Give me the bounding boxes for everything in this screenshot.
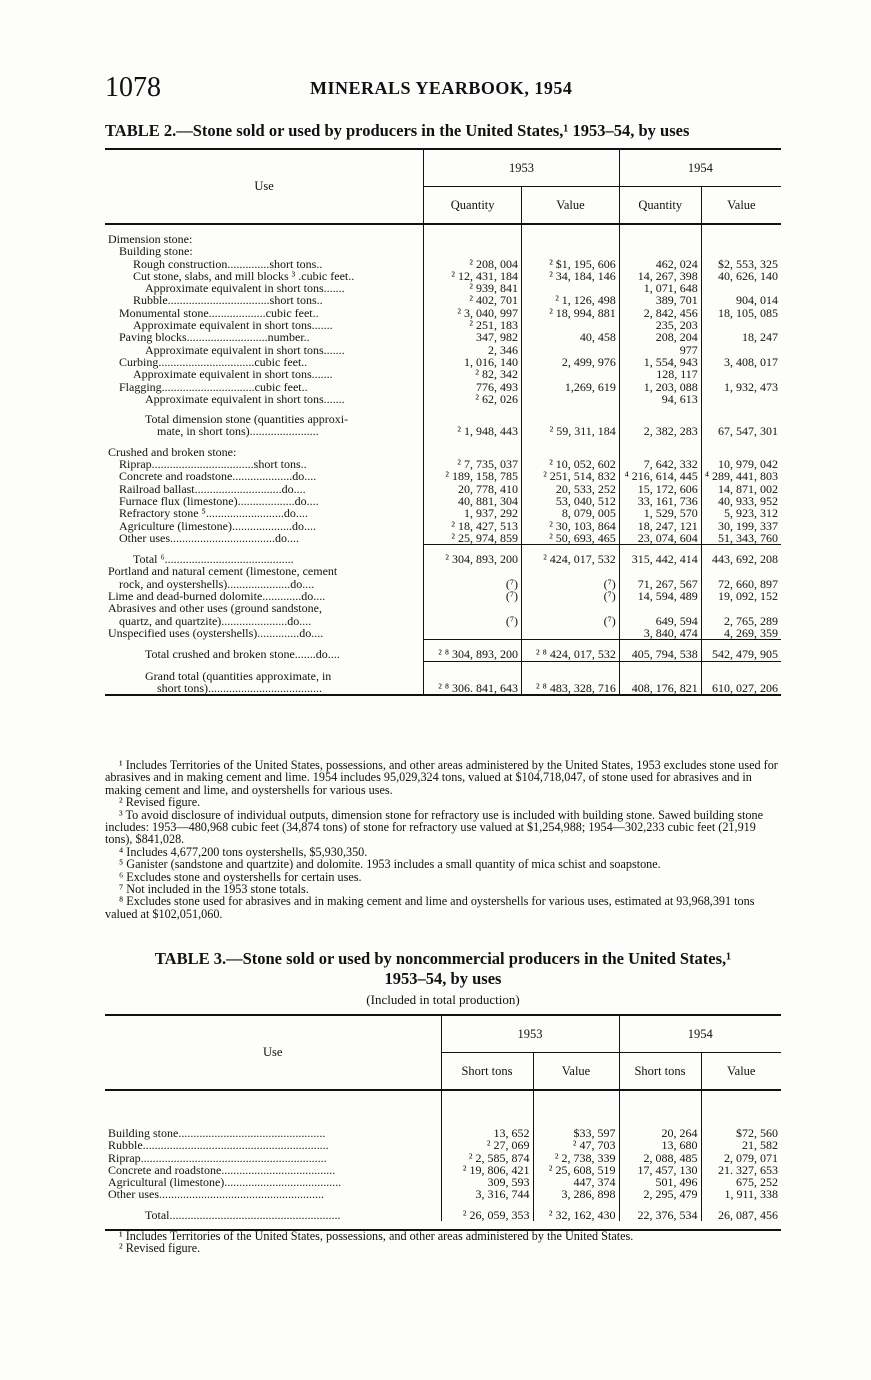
table2-value-1953 [522, 233, 620, 245]
table2-year-1953: 1953 [424, 149, 620, 187]
table2-row-label: Concrete and roadstone....................do.... [119, 469, 317, 484]
table3-title-line1: TABLE 3.—Stone sold or used by noncommercial producers in the United States,¹ [154, 949, 732, 968]
table2-quantity-1954: 14, 594, 489 [619, 590, 701, 602]
table3-value-1954: 675, 252 [701, 1176, 781, 1188]
table2-row-label: Rough construction..............short tons.. [133, 256, 323, 271]
table2-quantity-1953 [424, 233, 522, 245]
table2-value-1954: 40, 933, 952 [701, 495, 781, 507]
table3-value-1954-header: Value [701, 1053, 781, 1091]
table2-quantity-1954: 2, 382, 283 [619, 425, 701, 437]
table2-quantity-1953: ² 304, 893, 200 [424, 553, 522, 565]
table2-row-label: Agriculture (limestone)....................do.... [119, 518, 316, 533]
table3-short-tons-1953-header: Short tons [441, 1053, 533, 1091]
table3-value-1953: ² 32, 162, 430 [533, 1209, 619, 1221]
table2-quantity-1954: 1, 071, 648 [619, 282, 701, 294]
table2-footnote: ⁸ Excludes stone used for abrasives and in making cement and lime and oystershells for various uses, estimated at 93,968,391 tons valued at $102,051,060. [105, 894, 755, 921]
table2-quantity-1953: (⁷) [424, 578, 522, 590]
table2-quantity-1953: ² ⁸ 304, 893, 200 [424, 648, 522, 661]
table2-row-label: Unspecified uses (oystershells)..............do.... [108, 625, 324, 640]
table2-value-1953 [522, 245, 620, 257]
table2-footnote: ⁵ Ganister (sandstone and quartzite) and dolomite. 1953 includes a small quantity of mica schist and soapstone. [119, 857, 661, 872]
table2-row-label: Approximate equivalent in short tons....... [145, 391, 345, 406]
table2-quantity-1953: ² 12, 431, 184 [424, 270, 522, 282]
table2-footnote: ⁴ Includes 4,677,200 tons oystershells, $5,930,350. [119, 844, 368, 859]
table2-quantity-1954: 33, 161, 736 [619, 495, 701, 507]
table2-row-label: Flagging...............................cubic feet.. [119, 379, 308, 394]
table2-value-1954: 3, 408, 017 [701, 356, 781, 368]
table2-quantity-1954: 1, 203, 088 [619, 381, 701, 393]
table2-value-1954: 14, 871, 002 [701, 483, 781, 495]
table2-value-1953: ² 30, 103, 864 [522, 520, 620, 532]
table2-value-1953: 53, 040, 512 [522, 495, 620, 507]
table2-quantity-1954: 389, 701 [619, 294, 701, 306]
table2-value-1953 [522, 627, 620, 640]
table3-value-1953: 447, 374 [533, 1176, 619, 1188]
table2-row-label: Abrasives and other uses (ground sandstone, [108, 601, 322, 616]
table2-quantity-1954 [619, 602, 701, 614]
table2-row-label: Total crushed and broken stone.......do.... [145, 647, 340, 662]
table2-row [105, 294, 781, 306]
table2-value-1954: 67, 547, 301 [701, 425, 781, 437]
table2-value-1953-header: Value [522, 187, 620, 225]
table2-row-label: Railroad ballast.............................do.... [119, 481, 306, 496]
table3-row-label: Agricultural (limestone)....................................... [108, 1175, 342, 1190]
table3-short-tons-1954-header: Short tons [619, 1053, 701, 1091]
table2-quantity-1953: ² 251, 183 [424, 319, 522, 331]
table3-short-tons-1954: 2, 295, 479 [619, 1188, 701, 1200]
table3-value-1953: ² 2, 738, 339 [533, 1152, 619, 1164]
table2-value-1953 [522, 393, 620, 405]
table2-use-header: Use [254, 179, 274, 194]
table2-quantity-1953 [424, 245, 522, 257]
table2-row [105, 602, 781, 614]
table3-value-1953: ² 47, 703 [533, 1139, 619, 1151]
table3-value-1953: ² 25, 608, 519 [533, 1164, 619, 1176]
table2-footnote: ³ To avoid disclosure of individual outputs, dimension stone for refractory use is included with building stone. Sawed building stone includes: 1953—480,968 cubic feet (34,874 tons) of stone for refractory use valued at $1,254,988; 1954—302,233 cubic feet (21,919 tons), $841,028. [105, 807, 764, 847]
table2-row-label: Approximate equivalent in short tons....... [133, 318, 333, 333]
table2-row-label: quartz, and quartzite)......................do.... [119, 613, 312, 628]
table2-quantity-1954: 71, 267, 567 [619, 578, 701, 590]
table3-footnote: ² Revised figure. [119, 1241, 201, 1256]
table2-value-1953: 2, 499, 976 [522, 356, 620, 368]
table2-value-1954 [701, 670, 781, 682]
table2-quantity-1954 [619, 233, 701, 245]
table3-row [105, 1209, 781, 1221]
table2-value-1954: 10, 979, 042 [701, 458, 781, 470]
table2-row [105, 425, 781, 437]
table2-row-label: Lime and dead-burned dolomite.............do.... [108, 589, 326, 604]
table2-value-1953: ² 1, 126, 498 [522, 294, 620, 306]
table2-value-1953: ² $1, 195, 606 [522, 258, 620, 270]
table2-row-label: Other uses...................................do.... [119, 530, 299, 545]
table3-row [105, 1188, 781, 1200]
table2-value-1954: 5, 923, 312 [701, 507, 781, 519]
table2-quantity-1954: 3, 840, 474 [619, 627, 701, 640]
table2-quantity-1953 [424, 565, 522, 577]
table2-value-1954 [701, 368, 781, 380]
table2-row-label: rock, and oystershells).....................do.... [119, 576, 315, 591]
table2-value-1954: 610, 027, 206 [701, 682, 781, 695]
table2-value-1954: 904, 014 [701, 294, 781, 306]
table2-quantity-1954 [619, 670, 701, 682]
table3-short-tons-1953: ² 27, 069 [441, 1139, 533, 1151]
table2-quantity-1954: 408, 176, 821 [619, 682, 701, 695]
table3-row-label: Concrete and roadstone...................................... [108, 1162, 336, 1177]
table3-short-tons-1954: 2, 088, 485 [619, 1152, 701, 1164]
table2-row [105, 682, 781, 695]
table2-row-label: Cut stone, slabs, and mill blocks ³ .cubic feet.. [133, 268, 355, 283]
table2-quantity-1954: 7, 642, 332 [619, 458, 701, 470]
table2-row [105, 520, 781, 532]
table2-value-1953: ² 59, 311, 184 [522, 425, 620, 437]
table2-quantity-1953: ² 939, 841 [424, 282, 522, 294]
table3-title [105, 949, 781, 989]
table2-row-label: Monumental stone...................cubic feet.. [119, 305, 319, 320]
table2-quantity-1954: 23, 074, 604 [619, 532, 701, 545]
table2-row-label: Portland and natural cement (limestone, cement [108, 564, 338, 579]
table2-quantity-1954: 977 [619, 344, 701, 356]
table2-value-1953: ² 34, 184, 146 [522, 270, 620, 282]
table3-value-1954: 1, 911, 338 [701, 1188, 781, 1200]
table2-row [105, 368, 781, 380]
table2-footnote: ² Revised figure. [119, 795, 201, 810]
table2-row [105, 245, 781, 257]
table2-quantity-1954: 462, 024 [619, 258, 701, 270]
table3-short-tons-1954: 13, 680 [619, 1139, 701, 1151]
table2-quantity-1953: ² 25, 974, 859 [424, 532, 522, 545]
table3-row-label: Building stone................................................. [108, 1126, 326, 1140]
table3-value-1954: 2, 079, 071 [701, 1152, 781, 1164]
table2-value-1954: 4, 269, 359 [701, 627, 781, 640]
table2-quantity-1953 [424, 602, 522, 614]
table2-quantity-1954-header: Quantity [619, 187, 701, 225]
table2-row [105, 532, 781, 545]
table2-quantity-1953: ² 208, 004 [424, 258, 522, 270]
table2-quantity-1953: 40, 881, 304 [424, 495, 522, 507]
table3-footnote: ¹ Includes Territories of the United States, possessions, and other areas administered by the United States. [119, 1229, 634, 1243]
table2-row-label: Riprap..................................short tons.. [119, 457, 307, 472]
page-number: 1078 [105, 72, 161, 103]
table2-quantity-1953: 2, 346 [424, 344, 522, 356]
table2-footnote: ¹ Includes Territories of the United States, possessions, and other areas administered by the United States, 1953 excludes stone used for abrasives and in making cement and lime. 1954 includes 95,029,324 tons, valued at $104,718,047, of stone used for abrasives and in making cement and lime, and oystershells for various uses. [105, 758, 778, 797]
table3-short-tons-1953: ² 26, 059, 353 [441, 1209, 533, 1221]
table2-row-label: Approximate equivalent in short tons....... [145, 281, 345, 296]
table2-quantity-1953: ² 1, 948, 443 [424, 425, 522, 437]
table2-row-label: Curbing................................cubic feet.. [119, 354, 308, 369]
table3-short-tons-1953: 13, 652 [441, 1127, 533, 1139]
table2-value-1953: (⁷) [522, 615, 620, 627]
table3-value-1953: $33, 597 [533, 1127, 619, 1139]
table2-quantity-1954: 649, 594 [619, 615, 701, 627]
table2-value-1954: 30, 199, 337 [701, 520, 781, 532]
table2-row [105, 233, 781, 245]
table2-quantity-1953: ² 7, 735, 037 [424, 458, 522, 470]
table3-short-tons-1953: ² 2, 585, 874 [441, 1152, 533, 1164]
table2-quantity-1953: ² 189, 158, 785 [424, 470, 522, 482]
table3-value-1954: 26, 087, 456 [701, 1209, 781, 1221]
table2-quantity-1953: ² 18, 427, 513 [424, 520, 522, 532]
table3-title-line2: 1953–54, by uses [384, 969, 502, 988]
table2-row-label: Furnace flux (limestone)...................do.... [119, 493, 319, 508]
table2-quantity-1954: 18, 247, 121 [619, 520, 701, 532]
table2-quantity-1953: ² 62, 026 [424, 393, 522, 405]
table2-value-1954-header: Value [701, 187, 781, 225]
table3-row-label: Total......................................................... [145, 1207, 341, 1222]
table3-row-label: Other uses....................................................... [108, 1187, 324, 1202]
table2-quantity-1953: ² 402, 701 [424, 294, 522, 306]
table2-value-1953 [522, 565, 620, 577]
table2-row [105, 565, 781, 577]
table2-quantity-1954: 94, 613 [619, 393, 701, 405]
table2-quantity-1953: 20, 778, 410 [424, 483, 522, 495]
table2-quantity-1954 [619, 245, 701, 257]
table3-value-1953: 3, 286, 898 [533, 1188, 619, 1200]
table2-quantity-1954 [619, 565, 701, 577]
table2-year-1954: 1954 [619, 149, 781, 187]
table3-short-tons-1954: 20, 264 [619, 1127, 701, 1139]
table2-row-label: short tons)...................................... [157, 680, 322, 695]
table2-footnotes [105, 759, 781, 920]
table2-value-1954: 19, 092, 152 [701, 590, 781, 602]
table3-value-1954: 21. 327, 653 [701, 1164, 781, 1176]
table2-row-label: Total ⁶........................................... [133, 552, 294, 567]
table2-quantity-1954: 128, 117 [619, 368, 701, 380]
table2-value-1953 [522, 602, 620, 614]
table2-value-1954: ⁴ 289, 441, 803 [701, 470, 781, 482]
table2-quantity-1954: 14, 267, 398 [619, 270, 701, 282]
table2-quantity-1954: 405, 794, 538 [619, 648, 701, 661]
table2-value-1953: ² 50, 693, 465 [522, 532, 620, 545]
table2-value-1953: ² 10, 052, 602 [522, 458, 620, 470]
table2-value-1954 [701, 393, 781, 405]
table2-value-1954: 18, 105, 085 [701, 307, 781, 319]
table2-row [105, 393, 781, 405]
table2-row-label: Rubble..................................short tons.. [133, 293, 323, 308]
table2-row-label: Refractory stone ⁵..........................do.... [119, 506, 308, 521]
table2-quantity-1954: ⁴ 216, 614, 445 [619, 470, 701, 482]
table2-quantity-1953 [424, 670, 522, 682]
table3-row-label: Rubble.............................................................. [108, 1138, 329, 1153]
table2-footnote: ⁶ Excludes stone and oystershells for certain uses. [119, 869, 362, 884]
table2-value-1953: ² 18, 994, 881 [522, 307, 620, 319]
table2-quantity-1953: ² 82, 342 [424, 368, 522, 380]
table3-value-1953-header: Value [533, 1053, 619, 1091]
table3-year-1954: 1954 [619, 1015, 781, 1053]
table3-row-label: Riprap.............................................................. [108, 1150, 327, 1165]
table2-row [105, 648, 781, 661]
table2-value-1953: (⁷) [522, 590, 620, 602]
table2-quantity-1954: 235, 203 [619, 319, 701, 331]
table3-short-tons-1954: 17, 457, 130 [619, 1164, 701, 1176]
table2-value-1953: ² 424, 017, 532 [522, 553, 620, 565]
table2-row [105, 507, 781, 519]
table3-short-tons-1954: 22, 376, 534 [619, 1209, 701, 1221]
table2-quantity-1953: ² ⁸ 306. 841, 643 [424, 682, 522, 695]
table2-quantity-1954: 1, 529, 570 [619, 507, 701, 519]
table2-row-label: Total dimension stone (quantities approxi- [145, 412, 349, 427]
table2-quantity-1953: 347, 982 [424, 331, 522, 343]
table2-row [105, 381, 781, 393]
table3-use-header: Use [263, 1045, 283, 1060]
table2-quantity-1954: 315, 442, 414 [619, 553, 701, 565]
table2-quantity-1954: 15, 172, 606 [619, 483, 701, 495]
table2-value-1954 [701, 245, 781, 257]
table2-row-label: Paving blocks...........................number.. [119, 330, 310, 345]
table2-row-label: Approximate equivalent in short tons....... [145, 342, 345, 357]
table2-value-1954: 51, 343, 760 [701, 532, 781, 545]
table2-value-1953: (⁷) [522, 578, 620, 590]
table3-footnotes [105, 1230, 781, 1255]
table2-value-1953: ² 251, 514, 832 [522, 470, 620, 482]
table2-value-1954: $2, 553, 325 [701, 258, 781, 270]
table2-value-1954: 18, 247 [701, 331, 781, 343]
page-header [105, 72, 781, 106]
table2-value-1953: 8, 079, 005 [522, 507, 620, 519]
table2-quantity-1953: 1, 016, 140 [424, 356, 522, 368]
table3-short-tons-1953: ² 19, 806, 421 [441, 1164, 533, 1176]
table2-value-1954 [701, 602, 781, 614]
table2-value-1953: ² ⁸ 424, 017, 532 [522, 648, 620, 661]
table2-value-1953 [522, 670, 620, 682]
table2-quantity-1953: ² 3, 040, 997 [424, 307, 522, 319]
table2-row-label: Approximate equivalent in short tons....... [133, 367, 333, 382]
table2-value-1954: 40, 626, 140 [701, 270, 781, 282]
table2-value-1953: 20, 533, 252 [522, 483, 620, 495]
table2-value-1953: 40, 458 [522, 331, 620, 343]
table2-value-1953: ² ⁸ 483, 328, 716 [522, 682, 620, 695]
table2-quantity-1953: 1, 937, 292 [424, 507, 522, 519]
table2-quantity-1953 [424, 627, 522, 640]
table3-short-tons-1953: 3, 316, 744 [441, 1188, 533, 1200]
table2-quantity-1954: 2, 842, 456 [619, 307, 701, 319]
table2-quantity-1953-header: Quantity [424, 187, 522, 225]
table3-short-tons-1953: 309, 593 [441, 1176, 533, 1188]
table2-row-label: Crushed and broken stone: [108, 444, 237, 459]
table3-subtitle: (Included in total production) [366, 992, 520, 1007]
table2-value-1954 [701, 233, 781, 245]
table3-row [105, 1139, 781, 1151]
table3-value-1954: $72, 560 [701, 1127, 781, 1139]
table2 [105, 148, 781, 700]
table2-value-1953: 1,269, 619 [522, 381, 620, 393]
table2-value-1954: 72, 660, 897 [701, 578, 781, 590]
table2-footnote: ⁷ Not included in the 1953 stone totals. [119, 882, 309, 897]
table2-value-1954: 443, 692, 208 [701, 553, 781, 565]
table2-value-1954: 1, 932, 473 [701, 381, 781, 393]
table2-quantity-1953: (⁷) [424, 615, 522, 627]
table2-row-label: Building stone: [119, 244, 193, 259]
table2-row-label: Grand total (quantities approximate, in [145, 668, 332, 683]
table2-value-1954: 2, 765, 289 [701, 615, 781, 627]
table3 [105, 1014, 781, 1231]
table2-title: TABLE 2.—Stone sold or used by producers in the United States,¹ 1953–54, by uses [105, 121, 690, 140]
table2-row [105, 670, 781, 682]
table2-quantity-1954: 208, 204 [619, 331, 701, 343]
table3-year-1953: 1953 [441, 1015, 619, 1053]
table2-row [105, 627, 781, 640]
running-head: MINERALS YEARBOOK, 1954 [310, 78, 573, 98]
table2-quantity-1953: (⁷) [424, 590, 522, 602]
table2-value-1954 [701, 565, 781, 577]
table2-value-1953 [522, 368, 620, 380]
table2-row [105, 470, 781, 482]
table2-value-1954: 542, 479, 905 [701, 648, 781, 661]
table2-row-label: Dimension stone: [108, 232, 193, 246]
table2-row-label: mate, in short tons)....................... [157, 424, 319, 439]
table3-value-1954: 21, 582 [701, 1139, 781, 1151]
table2-quantity-1954: 1, 554, 943 [619, 356, 701, 368]
table2-quantity-1953: 776, 493 [424, 381, 522, 393]
table3-short-tons-1954: 501, 496 [619, 1176, 701, 1188]
table2-row [105, 331, 781, 343]
